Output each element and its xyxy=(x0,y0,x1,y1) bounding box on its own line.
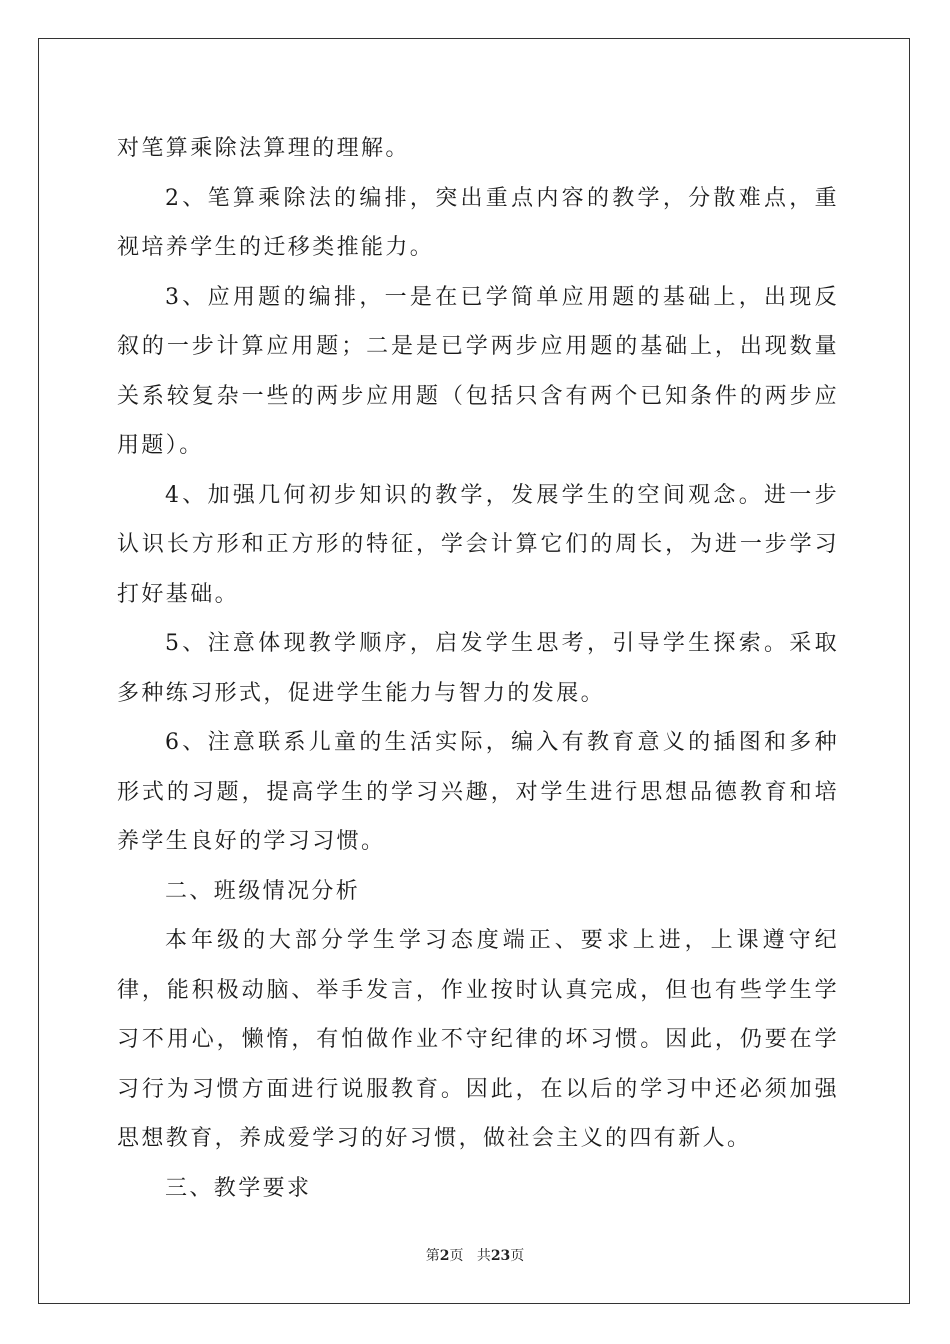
section-heading-teaching-requirements: 三、教学要求 xyxy=(165,1175,312,1201)
paragraph-5: 5、注意体现教学顺序，启发学生思考，引导学生探索。采取多种练习形式，促进学生能力与智力的发展。 xyxy=(117,631,839,706)
document-body xyxy=(117,124,839,1213)
footer-page-prefix: 第 xyxy=(425,1248,440,1264)
paragraph-class-analysis: 本年级的大部分学生学习态度端正、要求上进，上课遵守纪律，能积极动脑、举手发言，作业按时认真完成，但也有些学生学习不用心，懒惰，有怕做作业不守纪律的坏习惯。因此，仍要在学习行为习惯方面进行说服教育。因此，在以后的学习中还必须加强思想教育，养成爱学习的好习惯，做社会主义的四有新人。 xyxy=(117,928,839,1151)
footer-total-pages: 23 xyxy=(490,1248,511,1264)
section-heading-class-analysis: 二、班级情况分析 xyxy=(165,878,361,904)
paragraph-4: 4、加强几何初步知识的教学，发展学生的空间观念。进一步认识长方形和正方形的特征，学会计算它们的周长，为进一步学习打好基础。 xyxy=(117,482,839,607)
footer-page-number: 2 xyxy=(439,1248,450,1264)
page-footer xyxy=(0,1245,950,1265)
footer-page-suffix: 页 xyxy=(449,1248,464,1264)
paragraph-2: 2、笔算乘除法的编排，突出重点内容的教学，分散难点，重视培养学生的迁移类推能力。 xyxy=(117,185,839,260)
paragraph-1: 对笔算乘除法算理的理解。 xyxy=(117,136,410,161)
footer-total-suffix: 页 xyxy=(510,1248,525,1264)
paragraph-6: 6、注意联系儿童的生活实际，编入有教育意义的插图和多种形式的习题，提高学生的学习兴趣，对学生进行思想品德教育和培养学生良好的学习习惯。 xyxy=(117,730,839,854)
footer-total-prefix: 共 xyxy=(476,1248,491,1264)
paragraph-3: 3、应用题的编排，一是在已学简单应用题的基础上，出现反叙的一步计算应用题；二是是已学两步应用题的基础上，出现数量关系较复杂一些的两步应用题（包括只含有两个已知条件的两步应用题）。 xyxy=(117,284,839,458)
